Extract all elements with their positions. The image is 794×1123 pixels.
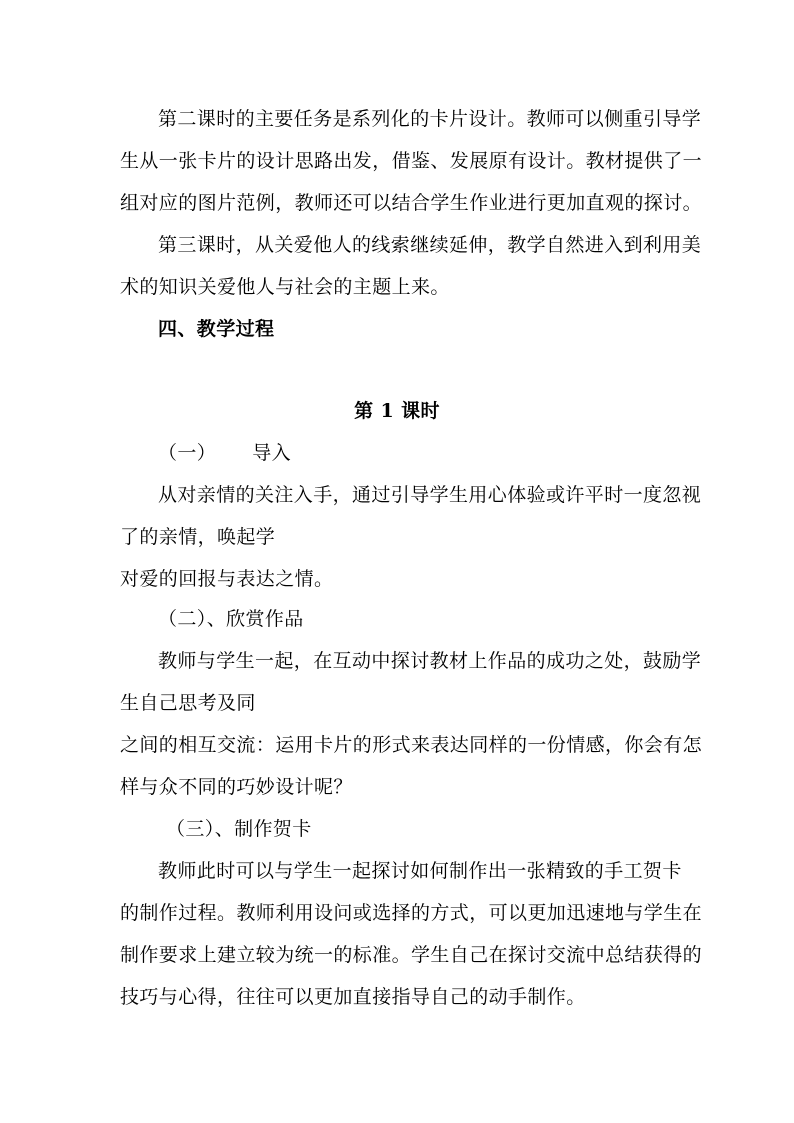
subsection-heading-appreciate: （二）、欣赏作品 <box>158 608 304 630</box>
paragraph-line: 样与众不同的巧妙设计呢？ <box>120 776 353 798</box>
paragraph-line: 教师与学生一起，在互动中探讨教材上作品的成功之处，鼓励学 <box>158 650 702 672</box>
paragraph-line: 生从一张卡片的设计思路出发，借鉴、发展原有设计。教材提供了一 <box>120 150 703 172</box>
paragraph-line: 了的亲情，唤起学 <box>120 526 276 548</box>
paragraph-line: 术的知识关爱他人与社会的主题上来。 <box>120 276 450 298</box>
subsection-number: （一） <box>158 442 217 464</box>
paragraph-line: 教师此时可以与学生一起探讨如何制作出一张精致的手工贺卡 <box>158 860 682 882</box>
paragraph-line: 对爱的回报与表达之情。 <box>120 568 334 590</box>
paragraph-line: 第三课时，从关爱他人的线索继续延伸，教学自然进入到利用美 <box>158 234 702 256</box>
subsection-title: 导入 <box>252 442 292 464</box>
subsection-heading-intro <box>158 440 291 466</box>
subsection-heading-make: （三）、制作贺卡 <box>166 818 312 840</box>
paragraph-line: 生自己思考及同 <box>120 692 256 714</box>
paragraph-line: 的制作过程。教师利用设问或选择的方式，可以更加迅速地与学生在 <box>120 902 703 924</box>
lesson-title: 第 1 课时 <box>354 400 440 422</box>
section-heading: 四、教学过程 <box>158 318 275 340</box>
paragraph-line: 之间的相互交流：运用卡片的形式来表达同样的一份情感，你会有怎 <box>120 734 703 756</box>
paragraph-line: 组对应的图片范例，教师还可以结合学生作业进行更加直观的探讨。 <box>120 192 703 214</box>
paragraph-line: 第二课时的主要任务是系列化的卡片设计。教师可以侧重引导学 <box>158 108 702 130</box>
paragraph-line: 从对亲情的关注入手，通过引导学生用心体验或许平时一度忽视 <box>158 484 702 506</box>
paragraph-line: 技巧与心得，往往可以更加直接指导自己的动手制作。 <box>120 986 586 1008</box>
paragraph-line: 制作要求上建立较为统一的标准。学生自己在探讨交流中总结获得的 <box>120 944 703 966</box>
